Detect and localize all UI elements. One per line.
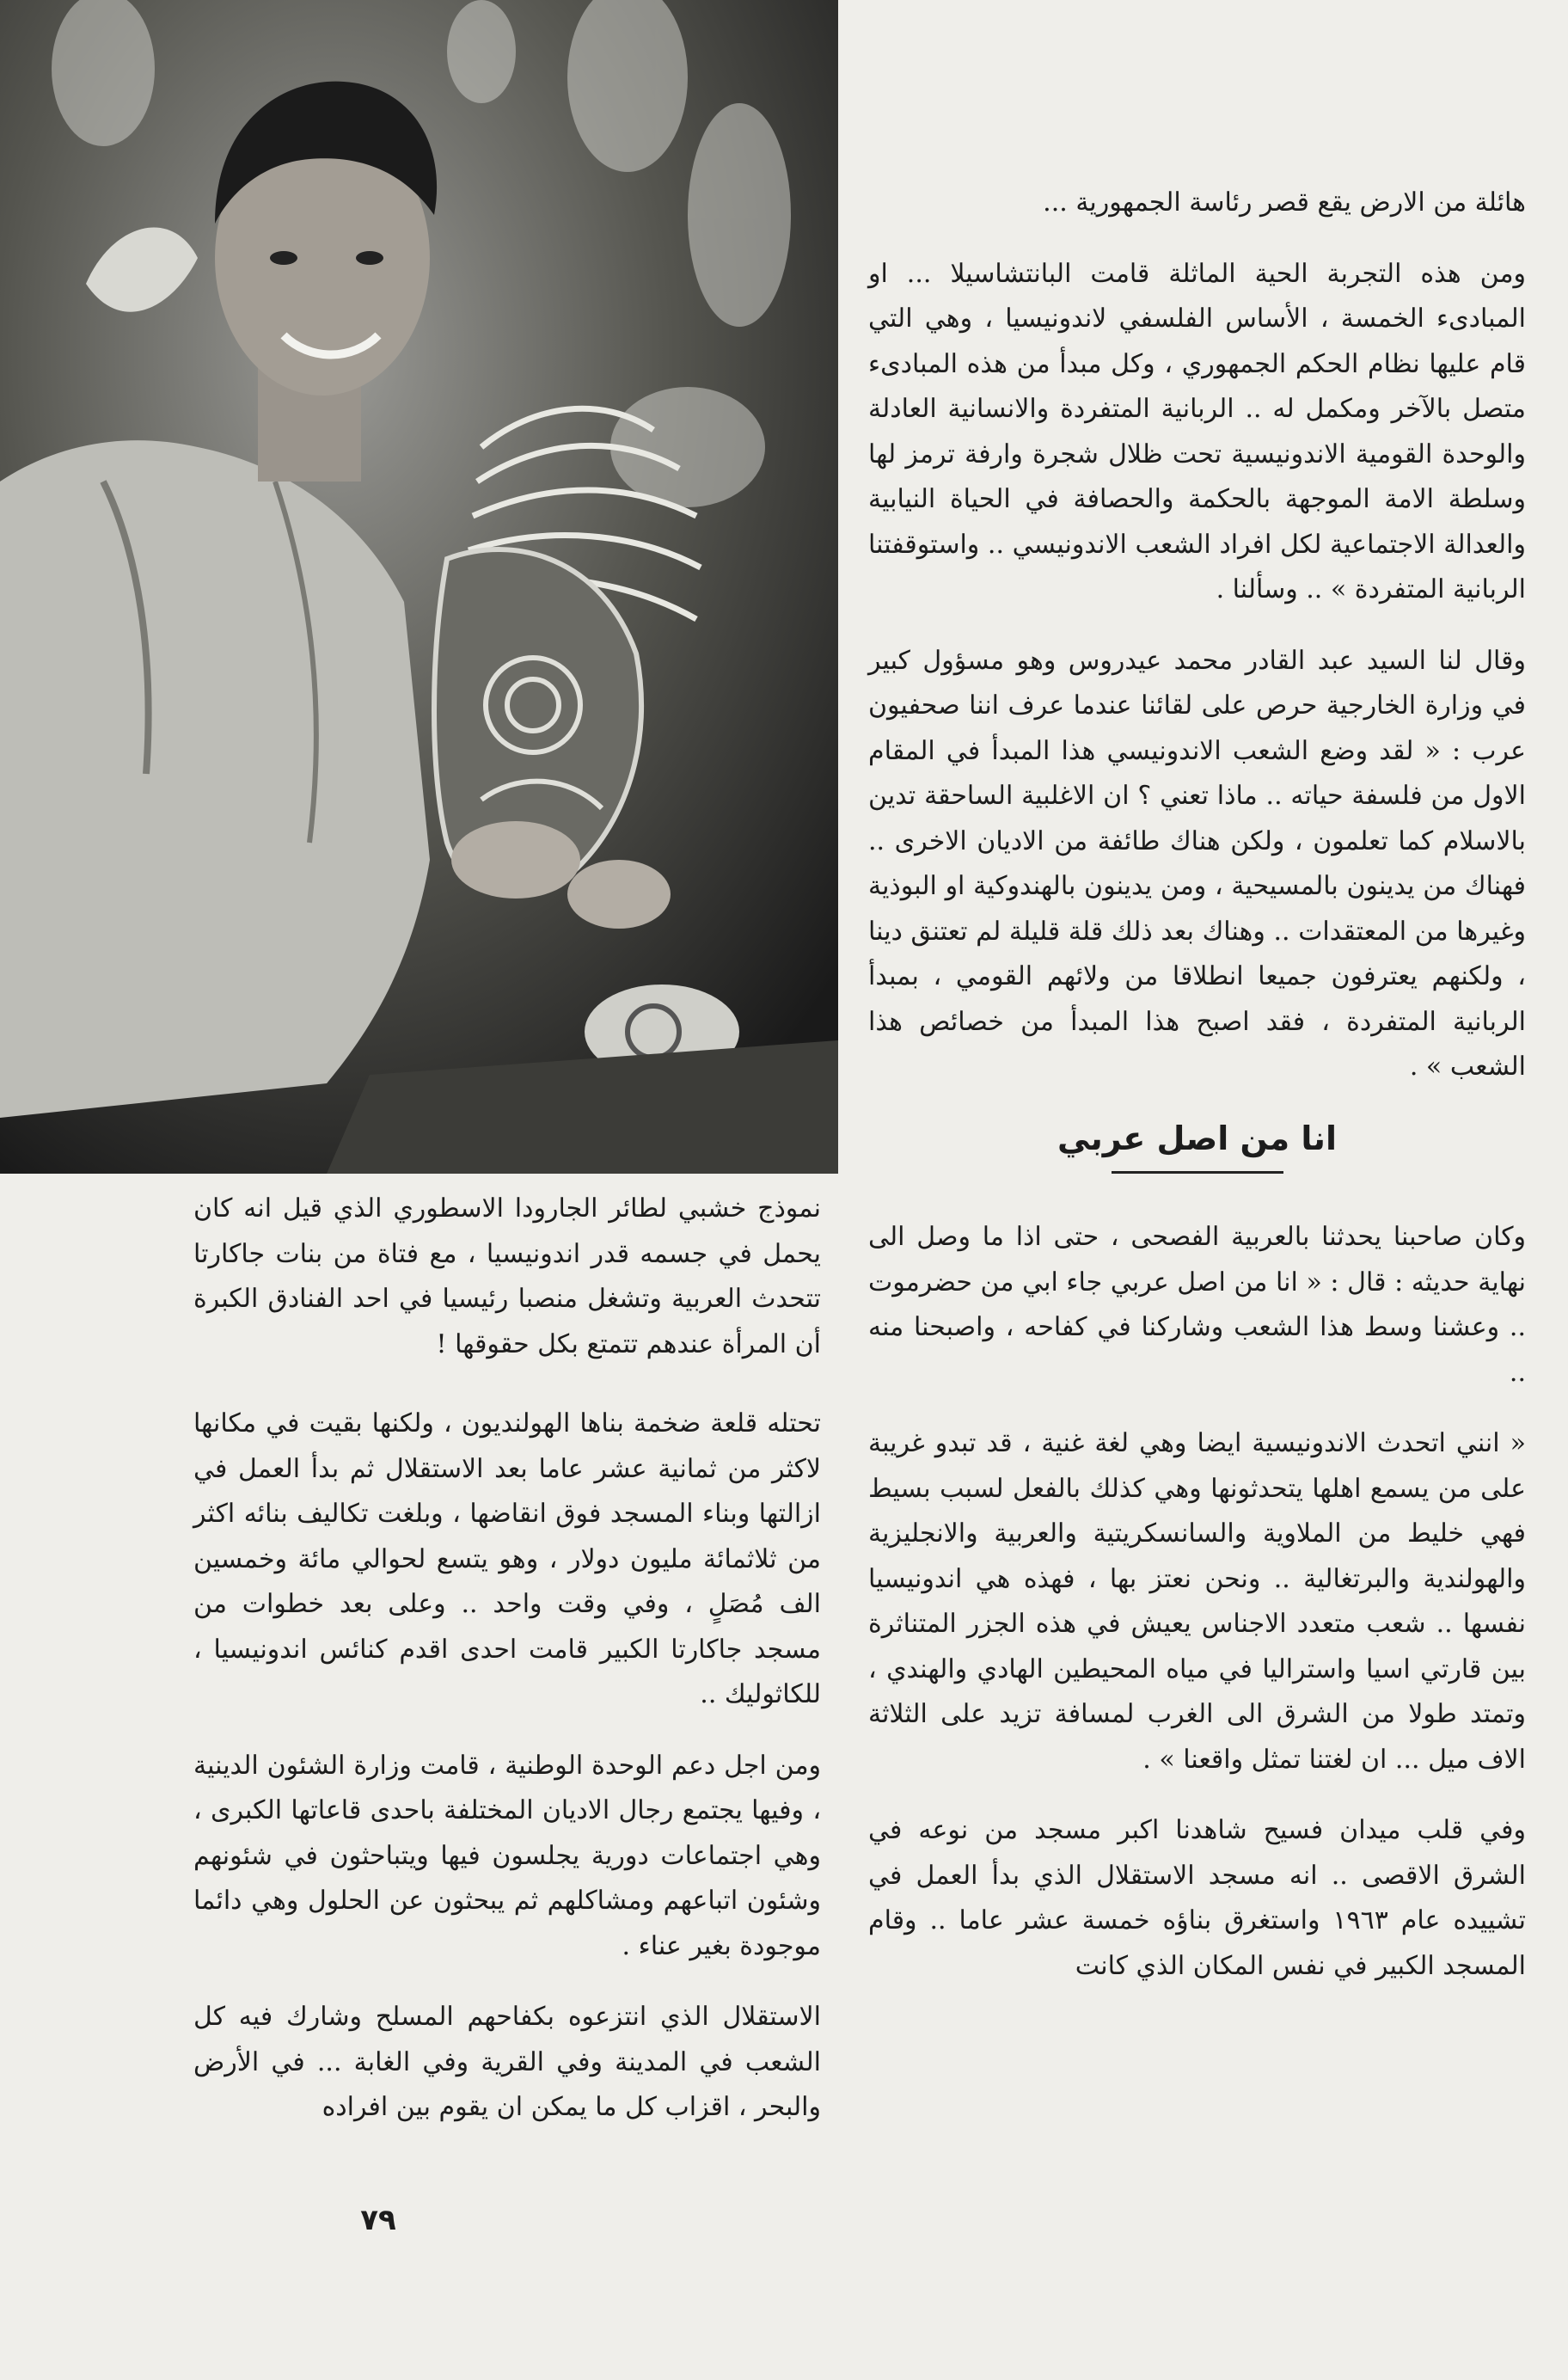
paragraph: ومن اجل دعم الوحدة الوطنية ، قامت وزارة الشئون الدينية ، وفيها يجتمع رجال الاديان المختلفة باحدى قاعاتها الكبرى ، وهي اجتماعات دورية يجلسون فيها ويتباحثون في شئونهم وشئون اتباعهم ومشاكلهم ثم يبحثون عن الحلول وهي دائما موجودة بغير عناء . — [193, 1750, 821, 1961]
page-number: ٧٩ — [360, 2203, 396, 2237]
section-heading: انا من اصل عربي — [1057, 1119, 1337, 1157]
paragraph: وقال لنا السيد عبد القادر محمد عيدروس وهو مسؤول كبير في وزارة الخارجية حرص على لقائنا عندما عرف اننا صحفيون عرب : « لقد وضع الشعب الاندونيسي هذا المبدأ في المقام الاول من فلسفة حياته .. ماذا تعني ؟ ان الاغلبية الساحقة تدين بالاسلام كما تعلمون ، ولكن هناك طائفة من الاديان الاخرى .. فهناك من يدينون بالمسيحية ، ومن يدينون بالهندوكية او البوذية وغيرها من المعتقدات .. وهناك بعد ذلك قلة قليلة لم تعتنق دينا ، ولكنهم يعترفون جميعا انطلاقا من ولائهم القومي ، بمبدأ الربانية المتفردة ، فقد اصبح هذا المبدأ من خصائص هذا الشعب » . — [868, 645, 1526, 1082]
paragraph: وفي قلب ميدان فسيح شاهدنا اكبر مسجد من نوعه في الشرق الاقصى .. انه مسجد الاستقلال الذي بدأ العمل في تشييده عام ١٩٦٣ واستغرق بناؤه خمسة عشر عاما .. وقام المسجد الكبير في نفس المكان الذي كانت — [868, 1815, 1526, 1981]
paragraph: الاستقلال الذي انتزعوه بكفاحهم المسلح وشارك فيه كل الشعب في المدينة وفي القرية وفي الغابة ... في الأرض والبحر ، اقزاب كل ما يمكن ان يقوم بين افراده — [193, 2002, 821, 2122]
photo — [0, 0, 838, 1174]
left-column — [193, 1187, 821, 2156]
paragraph: « انني اتحدث الاندونيسية ايضا وهي لغة غنية ، قد تبدو غريبة على من يسمع اهلها يتحدثونها وهي كذلك بالفعل لسبب بسيط فهي خليط من الملاوية والسانسكريتية والعربية والانجليزية والهولندية والبرتغالية .. ونحن نعتز بها ، فهذه هي اندونيسيا نفسها .. شعب متعدد الاجناس يعيش في هذه الجزر المتناثرة بين قارتي اسيا واستراليا في مياه المحيطين الهادي والهندي ، وتمتد طولا من الشرق الى الغرب لمسافة تزيد على الثلاثة الاف ميل ... ان لغتنا تمثل واقعنا » . — [868, 1428, 1526, 1775]
photo-caption: نموذج خشبي لطائر الجارودا الاسطوري الذي قيل انه كان يحمل في جسمه قدر اندونيسيا ، مع فتاة من بنات جاكارتا تتحدث العربية وتشغل منصبا رئيسيا في احد الفنادق الكبرة أن المرأة عندهم تتمتع بكل حقوقها ! — [193, 1193, 821, 1359]
paragraph: هائلة من الارض يقع قصر رئاسة الجمهورية ... — [1043, 187, 1526, 218]
heading-underline — [1112, 1171, 1283, 1174]
paragraph: وكان صاحبنا يحدثنا بالعربية الفصحى ، حتى اذا ما وصل الى نهاية حديثه : قال : « انا من اصل عربي جاء ابي من حضرموت .. وعشنا وسط هذا الشعب وشاركنا في كفاحه ، واصبحنا منه .. — [868, 1222, 1526, 1388]
woman-with-carved-bird-photo — [0, 0, 838, 1174]
paragraph: ومن هذه التجربة الحية الماثلة قامت البانتشاسيلا ... او المبادىء الخمسة ، الأساس الفلسفي لاندونيسيا ، وهي التي قام عليها نظام الحكم الجمهوري ، وكل مبدأ من هذه المبادىء متصل بالآخر ومكمل له .. الربانية المتفردة والانسانية العادلة والوحدة القومية الاندونيسية تحت ظلال شجرة وارفة ترمز لها وسلطة الامة الموجهة بالحكمة والحصافة في الحياة النيابية والعدالة الاجتماعية لكل افراد الشعب الاندونيسي .. واستوقفتنا الربانية المتفردة » .. وسألنا . — [868, 258, 1526, 604]
right-column — [868, 181, 1526, 2015]
paragraph: تحتله قلعة ضخمة بناها الهولنديون ، ولكنها بقيت في مكانها لاكثر من ثمانية عشر عاما بعد الاستقلال ثم بدأ العمل في ازالتها وبناء المسجد فوق انقاضها ، وبلغت تكاليف بنائه اكثر من ثلاثمائة مليون دولار ، وهو يتسع لحوالي مائة وخمسين الف مُصَلٍ ، وفي وقت واحد .. وعلى بعد خطوات من مسجد جاكارتا الكبير قامت احدى اقدم كنائس اندونيسيا ، للكاثوليك .. — [193, 1408, 821, 1709]
